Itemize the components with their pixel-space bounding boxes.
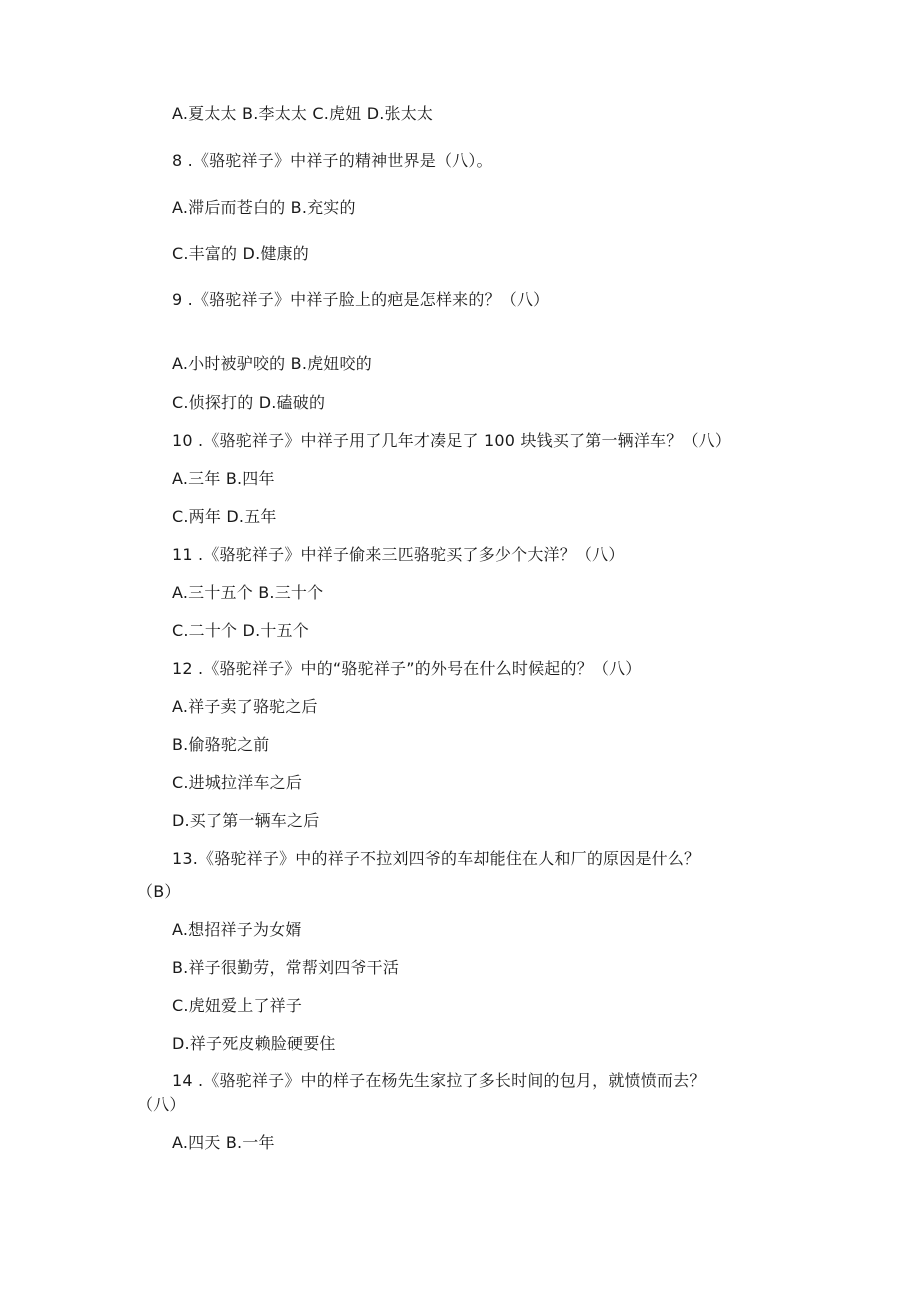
question-11: 11 .《骆驼祥子》中祥子偷来三匹骆驼买了多少个大洋？（八） [172, 545, 625, 564]
option-line: D.祥子死皮赖脸硬要住 [172, 1034, 336, 1053]
option-line: D.买了第一辆车之后 [172, 811, 320, 830]
option-line: A.夏太太 B.李太太 C.虎妞 D.张太太 [172, 104, 434, 123]
option-line: A.想招祥子为女婿 [172, 920, 302, 939]
question-13: 13.《骆驼祥子》中的祥子不拉刘四爷的车却能住在人和厂的原因是什么？ [172, 849, 701, 868]
option-line: A.小时被驴咬的 B.虎妞咬的 [172, 354, 372, 373]
question-12: 12 .《骆驼祥子》中的“骆驼祥子”的外号在什么时候起的？（八） [172, 659, 642, 678]
question-14: 14 .《骆驼祥子》中的样子在杨先生家拉了多长时间的包月，就愤愤而去？ [172, 1071, 706, 1090]
answer-13: （B） [137, 882, 181, 901]
option-line: C.丰富的 D.健康的 [172, 244, 309, 263]
option-line: A.滞后而苍白的 B.充实的 [172, 198, 356, 217]
option-line: A.三年 B.四年 [172, 469, 275, 488]
question-9: 9 .《骆驼祥子》中祥子脸上的疤是怎样来的？（八） [172, 290, 550, 309]
option-line: B.偷骆驼之前 [172, 735, 270, 754]
option-line: C.二十个 D.十五个 [172, 621, 309, 640]
option-line: A.祥子卖了骆驼之后 [172, 697, 318, 716]
option-line: A.四天 B.一年 [172, 1133, 275, 1152]
option-line: C.进城拉洋车之后 [172, 773, 303, 792]
question-10: 10 .《骆驼祥子》中祥子用了几年才凑足了 100 块钱买了第一辆洋车？（八） [172, 431, 732, 450]
option-line: C.侦探打的 D.磕破的 [172, 393, 326, 412]
answer-14: （八） [137, 1095, 186, 1114]
option-line: B.祥子很勤劳，常帮刘四爷干活 [172, 958, 400, 977]
option-line: A.三十五个 B.三十个 [172, 583, 324, 602]
option-line: C.虎妞爱上了祥子 [172, 996, 303, 1015]
option-line: C.两年 D.五年 [172, 507, 277, 526]
question-8: 8 .《骆驼祥子》中祥子的精神世界是（八）。 [172, 151, 493, 170]
